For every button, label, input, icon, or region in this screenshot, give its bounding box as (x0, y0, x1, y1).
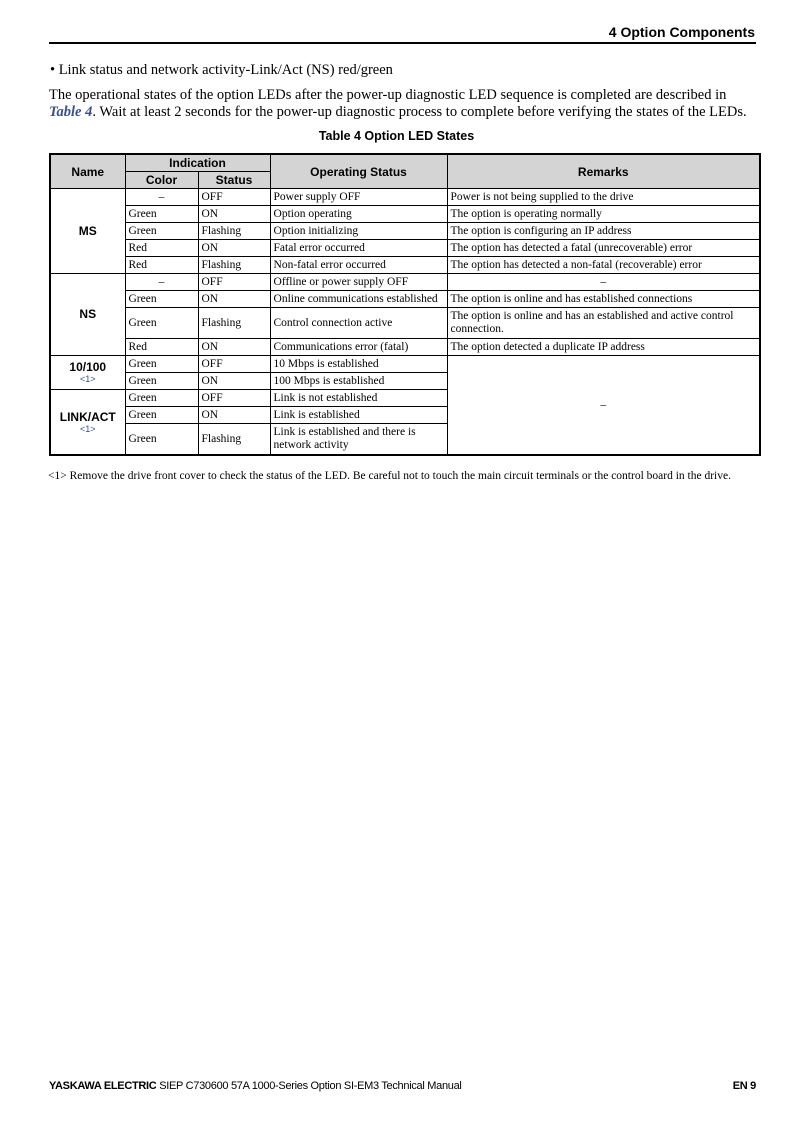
cell-status: Flashing (198, 223, 270, 240)
cell-operating: Offline or power supply OFF (270, 274, 447, 291)
table-caption: Table 4 Option LED States (318, 129, 475, 143)
intro-text-before: The operational states of the option LEDs after the power-up diagnostic LED sequence is completed are described in (49, 87, 727, 103)
cell-remarks: The option has detected a fatal (unrecoverable) error (447, 240, 760, 257)
section-title: 4 Option Components (608, 24, 755, 40)
intro-text-after: . Wait at least 2 seconds for the power-up diagnostic process to complete before verifying the states of the LEDs. (92, 104, 747, 120)
cell-status: ON (198, 407, 270, 424)
table-row (50, 339, 760, 356)
cell-operating: Link is established and there is network activity (270, 424, 447, 456)
cell-remarks: The option is online and has an established and active control connection. (447, 308, 760, 339)
cell-color: Green (125, 373, 198, 390)
header-indication: Indication (125, 154, 270, 172)
cell-operating: Link is established (270, 407, 447, 424)
group-name-link-act (50, 390, 125, 456)
header-status: Status (198, 172, 270, 189)
cell-remarks: The option is configuring an IP address (447, 223, 760, 240)
table-row (50, 291, 760, 308)
bullet-item: • Link status and network activity-Link/Act (NS) red/green (50, 62, 393, 78)
cell-color: – (125, 189, 198, 206)
header-remarks: Remarks (447, 154, 760, 189)
cell-operating: Control connection active (270, 308, 447, 339)
intro-paragraph (49, 87, 761, 121)
cell-remarks: The option is online and has established connections (447, 291, 760, 308)
group-name-ns: NS (50, 274, 125, 356)
cell-color: Green (125, 223, 198, 240)
footnote: <1> Remove the drive front cover to check the status of the LED. Be careful not to touch the main circuit terminals or the control board in the drive. (48, 470, 731, 482)
cell-operating: Option initializing (270, 223, 447, 240)
cell-status: ON (198, 339, 270, 356)
cell-color: Green (125, 308, 198, 339)
cell-status: OFF (198, 274, 270, 291)
header-name: Name (50, 154, 125, 189)
cell-status: ON (198, 206, 270, 223)
footnote-ref-link[interactable]: <1> (79, 423, 96, 434)
cell-status: Flashing (198, 257, 270, 274)
table-reference-link[interactable]: Table 4 (49, 104, 93, 120)
cell-status: OFF (198, 390, 270, 407)
cell-operating: Option operating (270, 206, 447, 223)
footer-brand: YASKAWA ELECTRIC (49, 1080, 157, 1092)
table-row (50, 240, 760, 257)
cell-status: ON (198, 240, 270, 257)
cell-color: Red (125, 240, 198, 257)
cell-remarks-merged: – (447, 356, 760, 456)
page-number: EN 9 (732, 1080, 756, 1092)
cell-color: Green (125, 390, 198, 407)
cell-color: Green (125, 291, 198, 308)
cell-operating: Online communications established (270, 291, 447, 308)
cell-color: – (125, 274, 198, 291)
page-footer (49, 1080, 756, 1092)
cell-status: OFF (198, 189, 270, 206)
table-row (50, 356, 760, 373)
footer-doc-title: SIEP C730600 57A 1000-Series Option SI-EM3 Technical Manual (156, 1080, 462, 1092)
table-row (50, 206, 760, 223)
cell-remarks: The option is operating normally (447, 206, 760, 223)
led-states-table (49, 153, 761, 456)
cell-color: Green (125, 407, 198, 424)
cell-operating: Communications error (fatal) (270, 339, 447, 356)
cell-status: Flashing (198, 308, 270, 339)
cell-operating: Fatal error occurred (270, 240, 447, 257)
cell-status: Flashing (198, 424, 270, 456)
cell-status: ON (198, 373, 270, 390)
cell-remarks: Power is not being supplied to the drive (447, 189, 760, 206)
cell-color: Green (125, 356, 198, 373)
cell-operating: Power supply OFF (270, 189, 447, 206)
cell-operating: 10 Mbps is established (270, 356, 447, 373)
cell-operating: Link is not established (270, 390, 447, 407)
page-header (49, 24, 756, 44)
cell-status: ON (198, 291, 270, 308)
cell-color: Red (125, 339, 198, 356)
cell-operating: 100 Mbps is established (270, 373, 447, 390)
cell-remarks: The option detected a duplicate IP address (447, 339, 760, 356)
group-label: 10/100 (69, 360, 107, 374)
header-operating-status: Operating Status (270, 154, 447, 189)
cell-color: Green (125, 424, 198, 456)
table-row (50, 308, 760, 339)
table-row (50, 274, 760, 291)
cell-remarks: – (447, 274, 760, 291)
group-name-10-100 (50, 356, 125, 390)
footnote-ref-link[interactable]: <1> (79, 374, 96, 384)
cell-status: OFF (198, 356, 270, 373)
group-label: LINK/ACT (59, 409, 116, 424)
table-row (50, 257, 760, 274)
cell-operating: Non-fatal error occurred (270, 257, 447, 274)
table-row (50, 189, 760, 206)
header-color: Color (125, 172, 198, 189)
table-row (50, 223, 760, 240)
cell-color: Red (125, 257, 198, 274)
cell-color: Green (125, 206, 198, 223)
cell-remarks: The option has detected a non-fatal (recoverable) error (447, 257, 760, 274)
group-name-ms: MS (50, 189, 125, 274)
